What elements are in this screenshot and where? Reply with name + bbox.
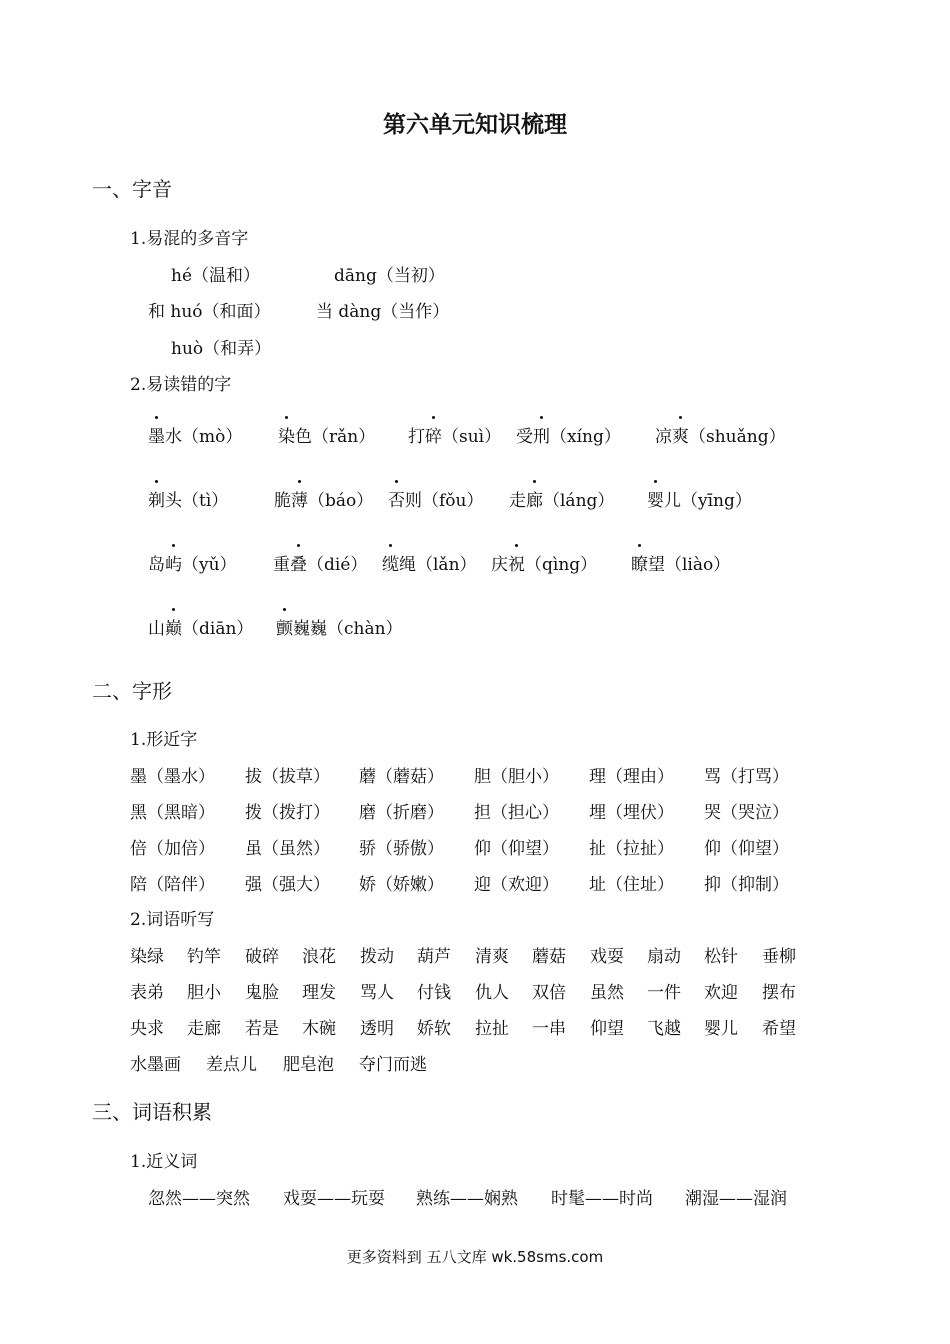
- similar-char-item: 抑（抑制）: [704, 875, 789, 895]
- dictation-word: 摆布: [762, 983, 796, 1003]
- misread-prefix: 庆: [491, 555, 508, 575]
- similar-char-item: 倍（加倍）: [130, 839, 215, 859]
- dictation-word: 理发: [302, 983, 336, 1003]
- similar-char-item: 胆（胆小）: [474, 767, 559, 787]
- dictation-word: 若是: [245, 1019, 279, 1039]
- dictation-word: 仇人: [475, 983, 509, 1003]
- subheading-misread: 2.易读错的字: [130, 375, 232, 395]
- misread-suffix: （láng）: [543, 491, 615, 511]
- dictation-word: 戏耍: [590, 947, 624, 967]
- dictation-word: 透明: [360, 1019, 394, 1039]
- dictation-word: 飞越: [647, 1019, 681, 1039]
- dictation-word: 欢迎: [704, 983, 738, 1003]
- similar-char-item: 哭（哭泣）: [704, 803, 789, 823]
- misread-prefix: 走: [509, 491, 526, 511]
- subheading-dictation: 2.词语听写: [130, 910, 215, 930]
- misread-item: [655, 422, 786, 447]
- synonym-pair: 熟练——娴熟: [416, 1189, 518, 1209]
- misread-suffix: （suì）: [442, 427, 502, 447]
- dictation-word: 夺门而逃: [359, 1055, 427, 1075]
- dang-reading-2: dàng（当作）: [338, 302, 450, 322]
- similar-char-item: 墨（墨水）: [130, 767, 215, 787]
- dictation-word: 浪花: [302, 947, 336, 967]
- similar-char-item: 拔（拔草）: [245, 767, 330, 787]
- dictation-word: 一件: [647, 983, 681, 1003]
- misread-dotted-char: 刑: [533, 422, 550, 447]
- he-reading-3: huò（和弄）: [171, 339, 272, 359]
- dictation-word: 染绿: [130, 947, 164, 967]
- dictation-word: 葫芦: [417, 947, 451, 967]
- subheading-similar-chars: 1.形近字: [130, 730, 198, 750]
- similar-char-item: 拨（拨打）: [245, 803, 330, 823]
- section-heading-vocabulary: 三、词语积累: [92, 1100, 212, 1124]
- he-reading-1: hé（温和）: [171, 266, 261, 286]
- page-title: 第六单元知识梳理: [383, 112, 567, 138]
- dictation-word: 婴儿: [704, 1019, 738, 1039]
- misread-suffix: （diān）: [182, 619, 254, 639]
- misread-dotted-char: 爽: [672, 422, 689, 447]
- misread-prefix: 凉: [655, 427, 672, 447]
- similar-char-item: 虽（虽然）: [245, 839, 330, 859]
- similar-char-item: 理（理由）: [589, 767, 674, 787]
- synonym-pair: 时髦——时尚: [551, 1189, 653, 1209]
- dictation-word: 胆小: [187, 983, 221, 1003]
- misread-item: [274, 486, 373, 511]
- dictation-word: 钓竿: [187, 947, 221, 967]
- similar-char-item: 迎（欢迎）: [474, 875, 559, 895]
- dictation-word: 鬼脸: [245, 983, 279, 1003]
- dictation-word: 希望: [762, 1019, 796, 1039]
- misread-item: [278, 422, 375, 447]
- similar-char-item: 蘑（蘑菇）: [359, 767, 444, 787]
- similar-char-item: 骂（打骂）: [704, 767, 789, 787]
- misread-item: [148, 486, 228, 511]
- misread-dotted-char: 巅: [165, 614, 182, 639]
- misread-dotted-char: 否: [388, 486, 405, 511]
- misread-suffix: 巍巍（chàn）: [293, 619, 403, 639]
- misread-prefix: 重: [273, 555, 290, 575]
- dictation-word: 拉扯: [475, 1019, 509, 1039]
- dictation-word: 扇动: [647, 947, 681, 967]
- dictation-word: 拨动: [360, 947, 394, 967]
- dictation-word: 破碎: [245, 947, 279, 967]
- misread-prefix: 山: [148, 619, 165, 639]
- dictation-word: 蘑菇: [532, 947, 566, 967]
- misread-suffix: （shuǎng）: [689, 427, 786, 447]
- dictation-word: 仰望: [590, 1019, 624, 1039]
- synonym-pair: 戏耍——玩耍: [283, 1189, 385, 1209]
- similar-char-item: 担（担心）: [474, 803, 559, 823]
- misread-dotted-char: 染: [278, 422, 295, 447]
- misread-item: [148, 422, 242, 447]
- dictation-word: 松针: [704, 947, 738, 967]
- misread-item: [148, 550, 237, 575]
- similar-char-item: 陪（陪伴）: [130, 875, 215, 895]
- he-char: 和 huó（和面）: [148, 302, 271, 322]
- misread-prefix: 岛: [148, 555, 165, 575]
- dictation-word: 水墨画: [130, 1055, 181, 1075]
- similar-char-item: 埋（埋伏）: [589, 803, 674, 823]
- misread-suffix: 儿（yīng）: [664, 491, 752, 511]
- he-reading-2: huó（和面）: [170, 302, 271, 322]
- misread-dotted-char: 廊: [526, 486, 543, 511]
- misread-suffix: 绳（lǎn）: [399, 555, 477, 575]
- dictation-word: 走廊: [187, 1019, 221, 1039]
- misread-suffix: （yǔ）: [182, 555, 237, 575]
- dang-reading-1: dāng（当初）: [334, 266, 445, 286]
- section-heading-pronunciation: 一、字音: [92, 177, 172, 201]
- misread-prefix: 脆: [274, 491, 291, 511]
- misread-suffix: （báo）: [308, 491, 374, 511]
- synonym-pair: 潮湿——湿润: [685, 1189, 787, 1209]
- dictation-word: 虽然: [590, 983, 624, 1003]
- misread-dotted-char: 婴: [647, 486, 664, 511]
- dictation-word: 清爽: [475, 947, 509, 967]
- misread-dotted-char: 叠: [290, 550, 307, 575]
- misread-item: [148, 614, 253, 639]
- misread-dotted-char: 薄: [291, 486, 308, 511]
- dictation-word: 肥皂泡: [283, 1055, 334, 1075]
- misread-dotted-char: 屿: [165, 550, 182, 575]
- similar-char-item: 黑（黑暗）: [130, 803, 215, 823]
- similar-char-item: 强（强大）: [245, 875, 330, 895]
- similar-char-item: 仰（仰望）: [474, 839, 559, 859]
- misread-prefix: 受: [516, 427, 533, 447]
- misread-suffix: 则（fǒu）: [405, 491, 484, 511]
- misread-dotted-char: 祝: [508, 550, 525, 575]
- misread-item: [647, 486, 752, 511]
- misread-dotted-char: 剃: [148, 486, 165, 511]
- dictation-word: 木碗: [302, 1019, 336, 1039]
- dictation-word: 娇软: [417, 1019, 451, 1039]
- section-heading-glyphs: 二、字形: [92, 679, 172, 703]
- misread-item: [491, 550, 597, 575]
- misread-item: [388, 486, 483, 511]
- synonym-pair: 忽然——突然: [148, 1189, 250, 1209]
- misread-item: [382, 550, 477, 575]
- similar-char-item: 扯（拉扯）: [589, 839, 674, 859]
- subheading-polyphones: 1.易混的多音字: [130, 229, 249, 249]
- dictation-word: 垂柳: [762, 947, 796, 967]
- dictation-word: 央求: [130, 1019, 164, 1039]
- misread-suffix: 望（liào）: [648, 555, 731, 575]
- misread-item: [509, 486, 614, 511]
- misread-item: [631, 550, 730, 575]
- footer-text: 更多资料到 五八文库 wk.58sms.com: [346, 1248, 604, 1266]
- misread-dotted-char: 瞭: [631, 550, 648, 575]
- dang-char: 当 dàng（当作）: [316, 302, 450, 322]
- misread-dotted-char: 颤: [276, 614, 293, 639]
- misread-suffix: （dié）: [307, 555, 368, 575]
- similar-char-item: 仰（仰望）: [704, 839, 789, 859]
- dictation-word: 双倍: [532, 983, 566, 1003]
- misread-suffix: （xíng）: [550, 427, 621, 447]
- misread-item: [516, 422, 621, 447]
- dictation-word: 骂人: [360, 983, 394, 1003]
- misread-prefix: 打: [408, 427, 425, 447]
- misread-dotted-char: 墨: [148, 422, 165, 447]
- misread-suffix: 头（tì）: [165, 491, 229, 511]
- misread-dotted-char: 碎: [425, 422, 442, 447]
- misread-suffix: 色（rǎn）: [295, 427, 376, 447]
- similar-char-item: 磨（折磨）: [359, 803, 444, 823]
- similar-char-item: 骄（骄傲）: [359, 839, 444, 859]
- misread-suffix: （qìng）: [525, 555, 598, 575]
- dictation-word: 付钱: [417, 983, 451, 1003]
- misread-item: [273, 550, 367, 575]
- misread-suffix: 水（mò）: [165, 427, 243, 447]
- dictation-word: 一串: [532, 1019, 566, 1039]
- subheading-synonyms: 1.近义词: [130, 1152, 198, 1172]
- dictation-word: 表弟: [130, 983, 164, 1003]
- similar-char-item: 址（住址）: [589, 875, 674, 895]
- misread-item: [276, 614, 403, 639]
- misread-dotted-char: 缆: [382, 550, 399, 575]
- dictation-word: 差点儿: [206, 1055, 257, 1075]
- misread-item: [408, 422, 501, 447]
- similar-char-item: 娇（娇嫩）: [359, 875, 444, 895]
